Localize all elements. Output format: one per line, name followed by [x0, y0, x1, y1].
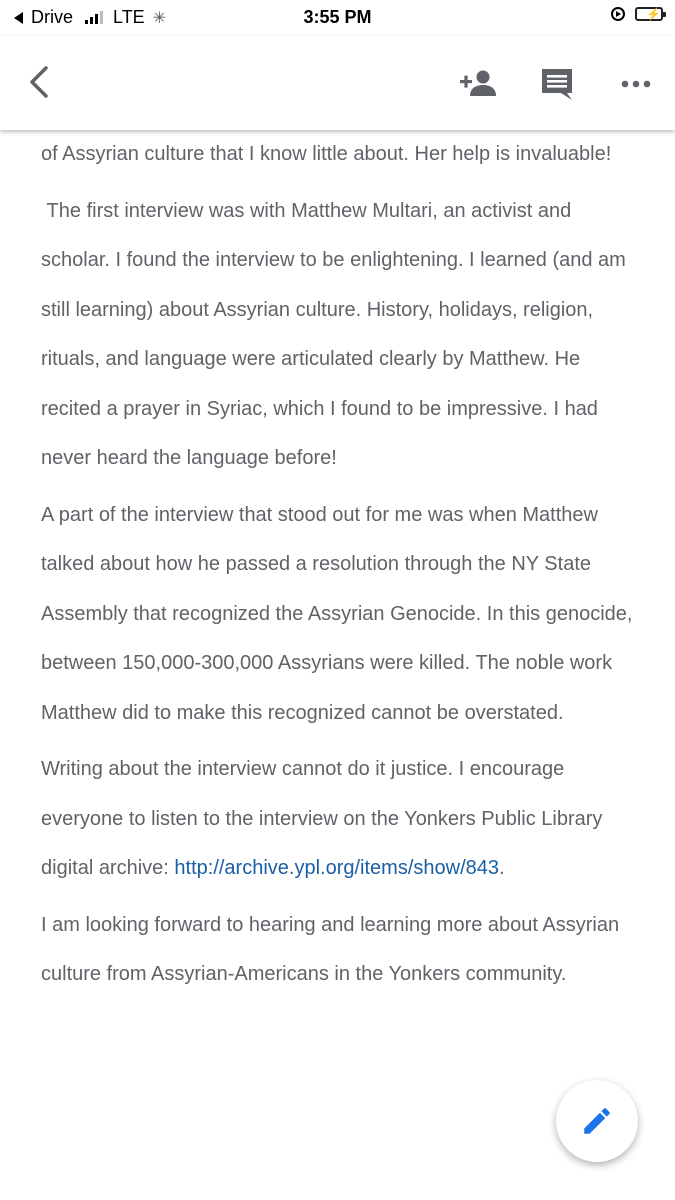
paragraph-2: The first interview was with Matthew Multari, an activist and scholar. I found the interview to be enlightening. I learned (and am still learning) about Assyrian culture. History, holidays, religion, rituals, and language were articulated clearly by Matthew. He recited a prayer in Syriac, which I found to be impressive. I had never heard the language before! [41, 199, 626, 469]
more-icon[interactable] [616, 64, 656, 104]
network-label: LTE [113, 7, 145, 27]
status-time: 3:55 PM [303, 7, 372, 27]
rotation-lock-icon [611, 7, 625, 21]
back-app-label[interactable]: Drive [31, 7, 74, 27]
paragraph-3: A part of the interview that stood out for me was when Matthew talked about how he passed a resolution through the NY State Assembly that recognized the Assyrian Genocide. In this genocide, between 150,000-300,000 Assyrians were killed. The noble work Matthew did to make this recognized cannot be overstated. [41, 503, 633, 724]
paragraph-4 [41, 745, 641, 894]
add-person-icon[interactable] [458, 64, 498, 104]
document-body [41, 130, 641, 1000]
app-bar [0, 36, 675, 130]
status-right [611, 7, 663, 21]
chevron-left-icon[interactable] [20, 62, 60, 102]
paragraph-4-end: . [499, 857, 505, 879]
paragraph-1: of Assyrian culture that I know little about. Her help is invaluable! [41, 143, 612, 165]
paragraph-5: I am looking forward to hearing and learning more about Assyrian culture from Assyrian-Americans in the Yonkers community. [41, 913, 620, 985]
edit-pencil-icon [580, 1104, 614, 1138]
edit-button[interactable] [556, 1080, 638, 1162]
archive-link[interactable]: http://archive.ypl.org/items/show/843 [174, 857, 500, 879]
loading-spinner-icon: ✳ [152, 9, 167, 27]
paragraph-4-text: Writing about the interview cannot do it justice. I encourage everyone to listen to the interview on the Yonkers Public Library digital archive: [41, 758, 603, 879]
battery-icon: ⚡ [635, 7, 663, 21]
comment-icon[interactable] [537, 64, 577, 104]
status-bar [0, 0, 675, 36]
